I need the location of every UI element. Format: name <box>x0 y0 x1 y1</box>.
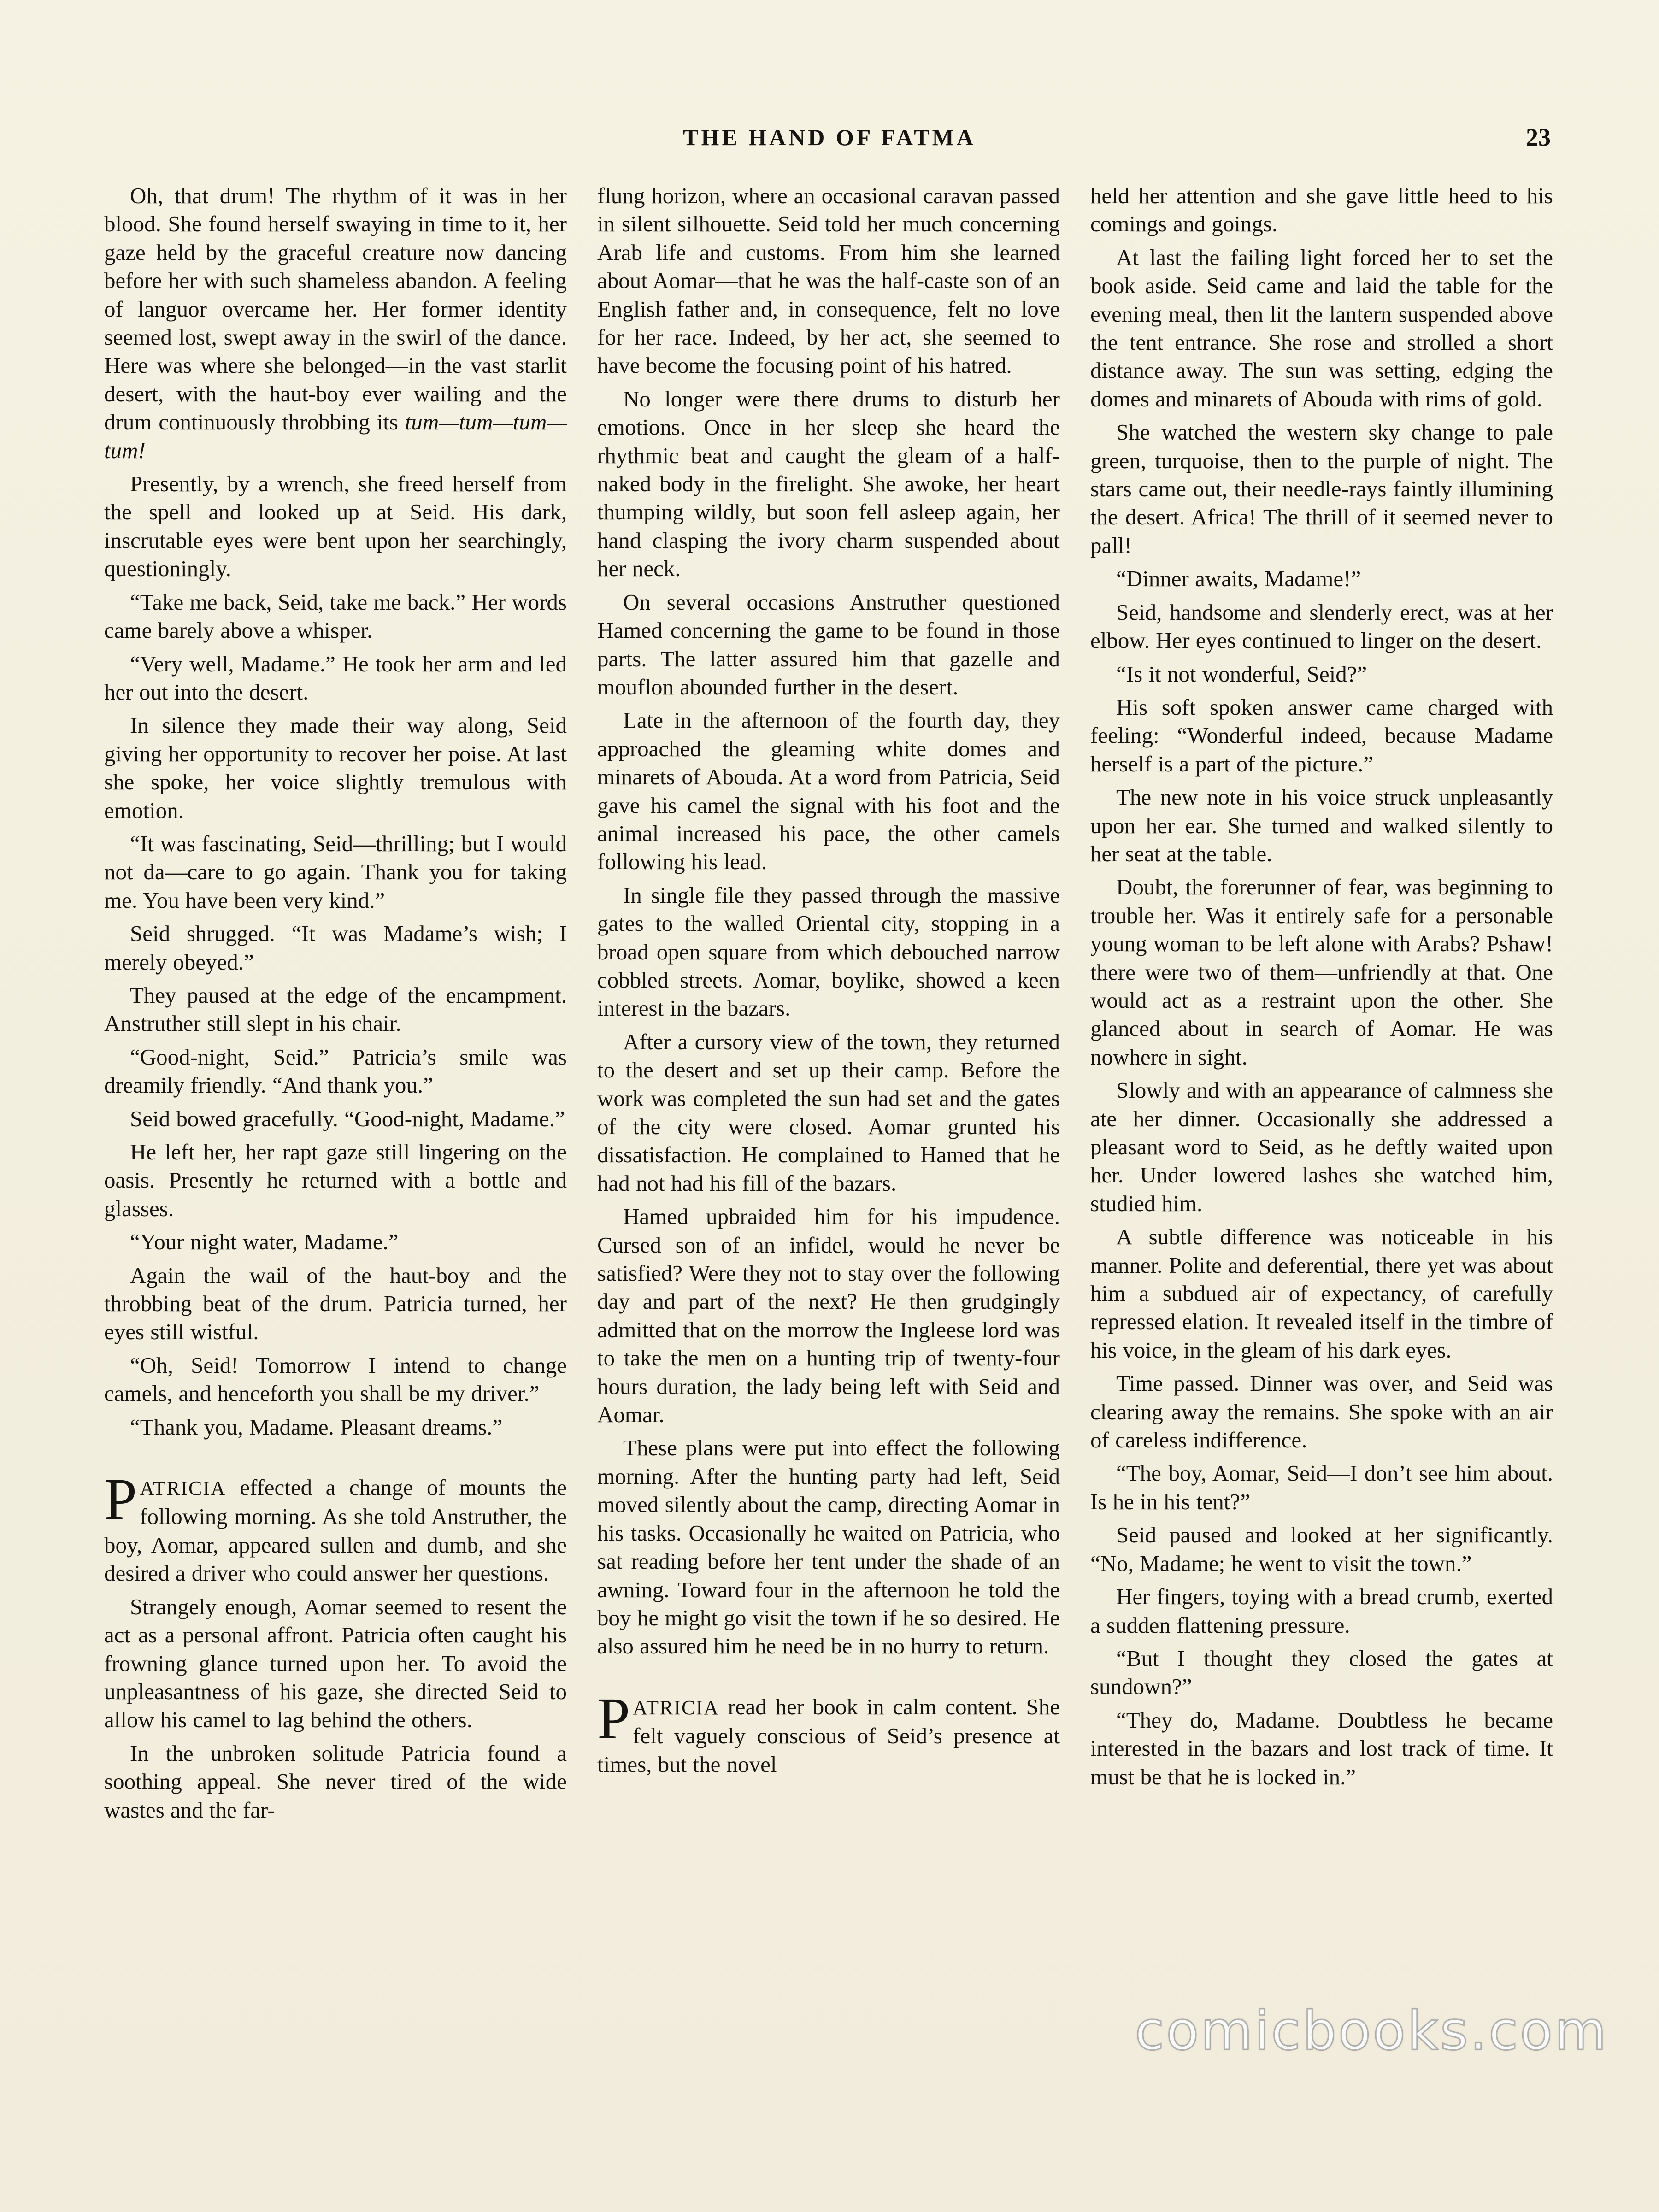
running-header <box>101 119 1558 156</box>
paragraph <box>1090 1369 1553 1454</box>
paragraph <box>104 711 567 824</box>
paragraph <box>1090 565 1553 593</box>
paragraph-text: “The boy, Aomar, Seid—I don’t see him about. Is he in his tent?” <box>1090 1460 1553 1514</box>
small-caps-lead: ATRICIA <box>633 1696 719 1719</box>
paragraph <box>1090 783 1553 868</box>
paragraph-text: flung horizon, where an occasional caravan passed in silent silhouette. Seid told her much concerning Arab life and customs. From him she learned about Aomar—that he was the half-caste son of an English father and, in consequence, felt no love for her race. Indeed, by her act, she seemed to have become the focusing point of his hatred. <box>597 183 1060 378</box>
paragraph <box>1090 660 1553 688</box>
paragraph <box>597 881 1060 1023</box>
paragraph <box>1090 1223 1553 1364</box>
paragraph <box>104 1413 567 1441</box>
paragraph <box>104 981 567 1038</box>
paragraph <box>1090 1644 1553 1701</box>
paragraph-text: Again the wail of the haut-boy and the throbbing beat of the drum. Patricia turned, her eyes still wistful. <box>104 1262 567 1345</box>
paragraph-text: Late in the afternoon of the fourth day, they approached the gleaming white domes and minarets of Abouda. At a word from Patricia, Seid gave his camel the signal with his foot and the animal increased his pace, the other camels following his lead. <box>597 707 1060 875</box>
paragraph <box>597 182 1060 380</box>
paragraph <box>104 1593 567 1734</box>
paragraph-text: “Good-night, Seid.” Patricia’s smile was dreamily friendly. “And thank you.” <box>104 1044 567 1098</box>
paragraph-text: A subtle difference was noticeable in his manner. Polite and deferential, there yet was about him a subdued air of expectancy, of carefully repressed elation. It revealed itself in the timbre of his voice, in the gleam of his dark eyes. <box>1090 1224 1553 1363</box>
paragraph <box>104 650 567 706</box>
paragraph-text: Time passed. Dinner was over, and Seid was clearing away the remains. She spoke with an air of careless indifference. <box>1090 1371 1553 1453</box>
paragraph <box>104 830 567 914</box>
paragraph-text: held her attention and she gave little heed to his comings and goings. <box>1090 183 1553 237</box>
paragraph-text: “But I thought they closed the gates at sundown?” <box>1090 1645 1553 1700</box>
paragraph <box>104 470 567 583</box>
paragraph-text: “Dinner awaits, Madame!” <box>1116 566 1361 592</box>
paragraph-text: read her book in calm content. She felt vaguely conscious of Seid’s presence at times, but the novel <box>597 1694 1060 1777</box>
paragraph <box>597 1202 1060 1429</box>
paragraph <box>104 588 567 645</box>
paragraph-text: Hamed upbraided him for his impudence. Cursed son of an infidel, would he never be satisfied? Were they not to stay over the following day and part of the next? He then grudgingly admitted that on the morrow the Ingleese lord was to take the men on a hunting trip of twenty-four hours duration, the lady being left with Seid and Aomar. <box>597 1204 1060 1428</box>
paragraph-text: Strangely enough, Aomar seemed to resent the act as a personal affront. Patricia often caught his frowning glance turned upon her. To avoid the unpleasantness of his gaze, she directed Seid to allow his camel to lag behind the others. <box>104 1594 567 1733</box>
paragraph <box>104 919 567 976</box>
paragraph-text: No longer were there drums to disturb her emotions. Once in her sleep she heard the rhythmic beat and caught the gleam of a half-naked body in the firelight. She awoke, her heart thumping wildly, but soon fell asleep again, her hand clasping the ivory charm suspended about her neck. <box>597 386 1060 582</box>
site-watermark: comicbooks.com <box>1135 2000 1608 2062</box>
paragraph <box>597 385 1060 583</box>
paragraph <box>597 1685 1060 1778</box>
running-title: THE HAND OF FATMA <box>683 124 976 150</box>
drop-cap: P <box>104 1466 137 1532</box>
paragraph-text: On several occasions Anstruther questioned Hamed concerning the game to be found in those parts. The latter assured him that gazelle and mouflon abounded further in the desert. <box>597 589 1060 700</box>
paragraph-text: Oh, that drum! The rhythm of it was in her blood. She found herself swaying in time to it, her gaze held by the graceful creature now dancing before her with such shameless abandon. A feeling of languor overcame her. Her former identity seemed lost, swept away in the swirl of the dance. Here was where she belonged—in the vast starlit desert, with the haut-boy ever wailing and the drum continuously throbbing its <box>104 183 567 435</box>
paragraph-text: The new note in his voice struck unpleasantly upon her ear. She turned and walked silently to her seat at the table. <box>1090 784 1553 866</box>
paragraph <box>104 1105 567 1133</box>
paragraph-text: “They do, Madame. Doubtless he became interested in the bazars and lost track of time. It must be that he is locked in.” <box>1090 1707 1553 1789</box>
paragraph <box>1090 1521 1553 1577</box>
small-caps-lead: ATRICIA <box>140 1477 226 1500</box>
paragraph-text: effected a change of mounts the following morning. As she told Anstruther, the boy, Aomar, appeared sullen and dumb, and she desired a driver who could answer her questions. <box>104 1475 567 1586</box>
paragraph-text: Seid shrugged. “It was Madame’s wish; I merely obeyed.” <box>104 921 567 975</box>
paragraph-text: He left her, her rapt gaze still lingering on the oasis. Presently he returned with a bottle and glasses. <box>104 1139 567 1221</box>
paragraph-text: Presently, by a wrench, she freed herself from the spell and looked up at Seid. His dark, inscrutable eyes were bent upon her searchingly, questioningly. <box>104 471 567 582</box>
paragraph <box>597 1434 1060 1660</box>
paragraph-text: She watched the western sky change to pale green, turquoise, then to the purple of night. The stars came out, their needle-rays faintly illumining the desert. Africa! The thrill of it seemed never to pall! <box>1090 419 1553 558</box>
paragraph <box>104 1228 567 1256</box>
paragraph-text: Doubt, the forerunner of fear, was beginning to trouble her. Was it entirely safe for a personable young woman to be left alone with Arabs? Pshaw! there were two of them—unfriendly at that. One would act as a restraint upon the other. She glanced about in search of Aomar. He was nowhere in sight. <box>1090 874 1553 1070</box>
paragraph-text: These plans were put into effect the following morning. After the hunting party had left, Seid moved silently about the camp, directing Aomar in his tasks. Occasionally he waited on Patricia, who sat reading before her tent under the shade of an awning. Toward four in the afternoon he told the boy he might go visit the town if he so desired. He also assured him he need be in no hurry to return. <box>597 1435 1060 1659</box>
paragraph <box>1090 598 1553 655</box>
paragraph <box>1090 182 1553 238</box>
paragraph-text: “Thank you, Madame. Pleasant dreams.” <box>130 1414 503 1440</box>
paragraph <box>1090 1076 1553 1218</box>
paragraph-text: “Your night water, Madame.” <box>130 1229 399 1255</box>
drop-cap: P <box>597 1685 630 1751</box>
paragraph-text: They paused at the edge of the encampment. Anstruther still slept in his chair. <box>104 982 567 1036</box>
paragraph-text: In the unbroken solitude Patricia found a soothing appeal. She never tired of the wide wastes and the far- <box>104 1740 567 1823</box>
paragraph <box>1090 418 1553 559</box>
paragraph-text: In single file they passed through the massive gates to the walled Oriental city, stopping in a broad open square from which debouched narrow cobbled streets. Aomar, boylike, showed a keen interest in the bazars. <box>597 882 1060 1021</box>
italic-text: tum—tum—tum—tum! <box>104 409 567 463</box>
text-column-3 <box>1090 182 1553 1796</box>
paragraph <box>1090 1583 1553 1639</box>
paragraph <box>597 1028 1060 1197</box>
paragraph <box>1090 873 1553 1071</box>
paragraph <box>1090 693 1553 778</box>
paragraph <box>597 588 1060 701</box>
paragraph-text: Seid bowed gracefully. “Good-night, Madame.” <box>130 1106 565 1131</box>
paragraph <box>104 1466 567 1588</box>
paragraph-text: After a cursory view of the town, they returned to the desert and set up their camp. Before the work was completed the sun had set and the gates of the city were closed. Aomar grunted his dissatisfaction. He complained to Hamed that he had not had his fill of the bazars. <box>597 1029 1060 1196</box>
page-number: 23 <box>1526 124 1551 151</box>
paragraph-text: “Oh, Seid! Tomorrow I intend to change camels, and henceforth you shall be my driver.” <box>104 1352 567 1406</box>
paragraph <box>104 1043 567 1100</box>
paragraph-text: “Is it not wonderful, Seid?” <box>1116 661 1367 687</box>
text-column-2 <box>597 182 1060 1783</box>
paragraph <box>1090 1459 1553 1516</box>
paragraph-text: Seid, handsome and slenderly erect, was at her elbow. Her eyes continued to linger on the desert. <box>1090 599 1553 653</box>
paragraph <box>597 706 1060 876</box>
text-column-1 <box>104 182 567 1829</box>
paragraph <box>1090 243 1553 413</box>
paragraph <box>104 182 567 465</box>
paragraph <box>104 1261 567 1346</box>
paragraph <box>1090 1706 1553 1791</box>
paragraph-text: “Take me back, Seid, take me back.” Her words came barely above a whisper. <box>104 589 567 643</box>
paragraph <box>104 1739 567 1824</box>
paragraph-text: In silence they made their way along, Seid giving her opportunity to recover her poise. At last she spoke, her voice slightly tremulous with emotion. <box>104 712 567 823</box>
paragraph-text: “It was fascinating, Seid—thrilling; but I would not da—care to go again. Thank you for taking me. You have been very kind.” <box>104 830 567 913</box>
paragraph-text: “Very well, Madame.” He took her arm and led her out into the desert. <box>104 651 567 705</box>
paragraph-text: His soft spoken answer came charged with feeling: “Wonderful indeed, because Madame herself is a part of the picture.” <box>1090 694 1553 777</box>
paragraph-text: Her fingers, toying with a bread crumb, exerted a sudden flattening pressure. <box>1090 1584 1553 1638</box>
paragraph <box>104 1138 567 1223</box>
paragraph-text: Slowly and with an appearance of calmness she ate her dinner. Occasionally she addressed a pleasant word to Seid, as he deftly waited upon her. Under lowered lashes she watched him, studied him. <box>1090 1077 1553 1216</box>
paragraph <box>104 1351 567 1408</box>
paragraph-text: Seid paused and looked at her significantly. “No, Madame; he went to visit the town.” <box>1090 1522 1553 1576</box>
paragraph-text: At last the failing light forced her to set the book aside. Seid came and laid the table for the evening meal, then lit the lantern suspended above the tent entrance. She rose and strolled a short distance away. The sun was setting, edging the domes and minarets of Abouda with rims of gold. <box>1090 244 1553 412</box>
